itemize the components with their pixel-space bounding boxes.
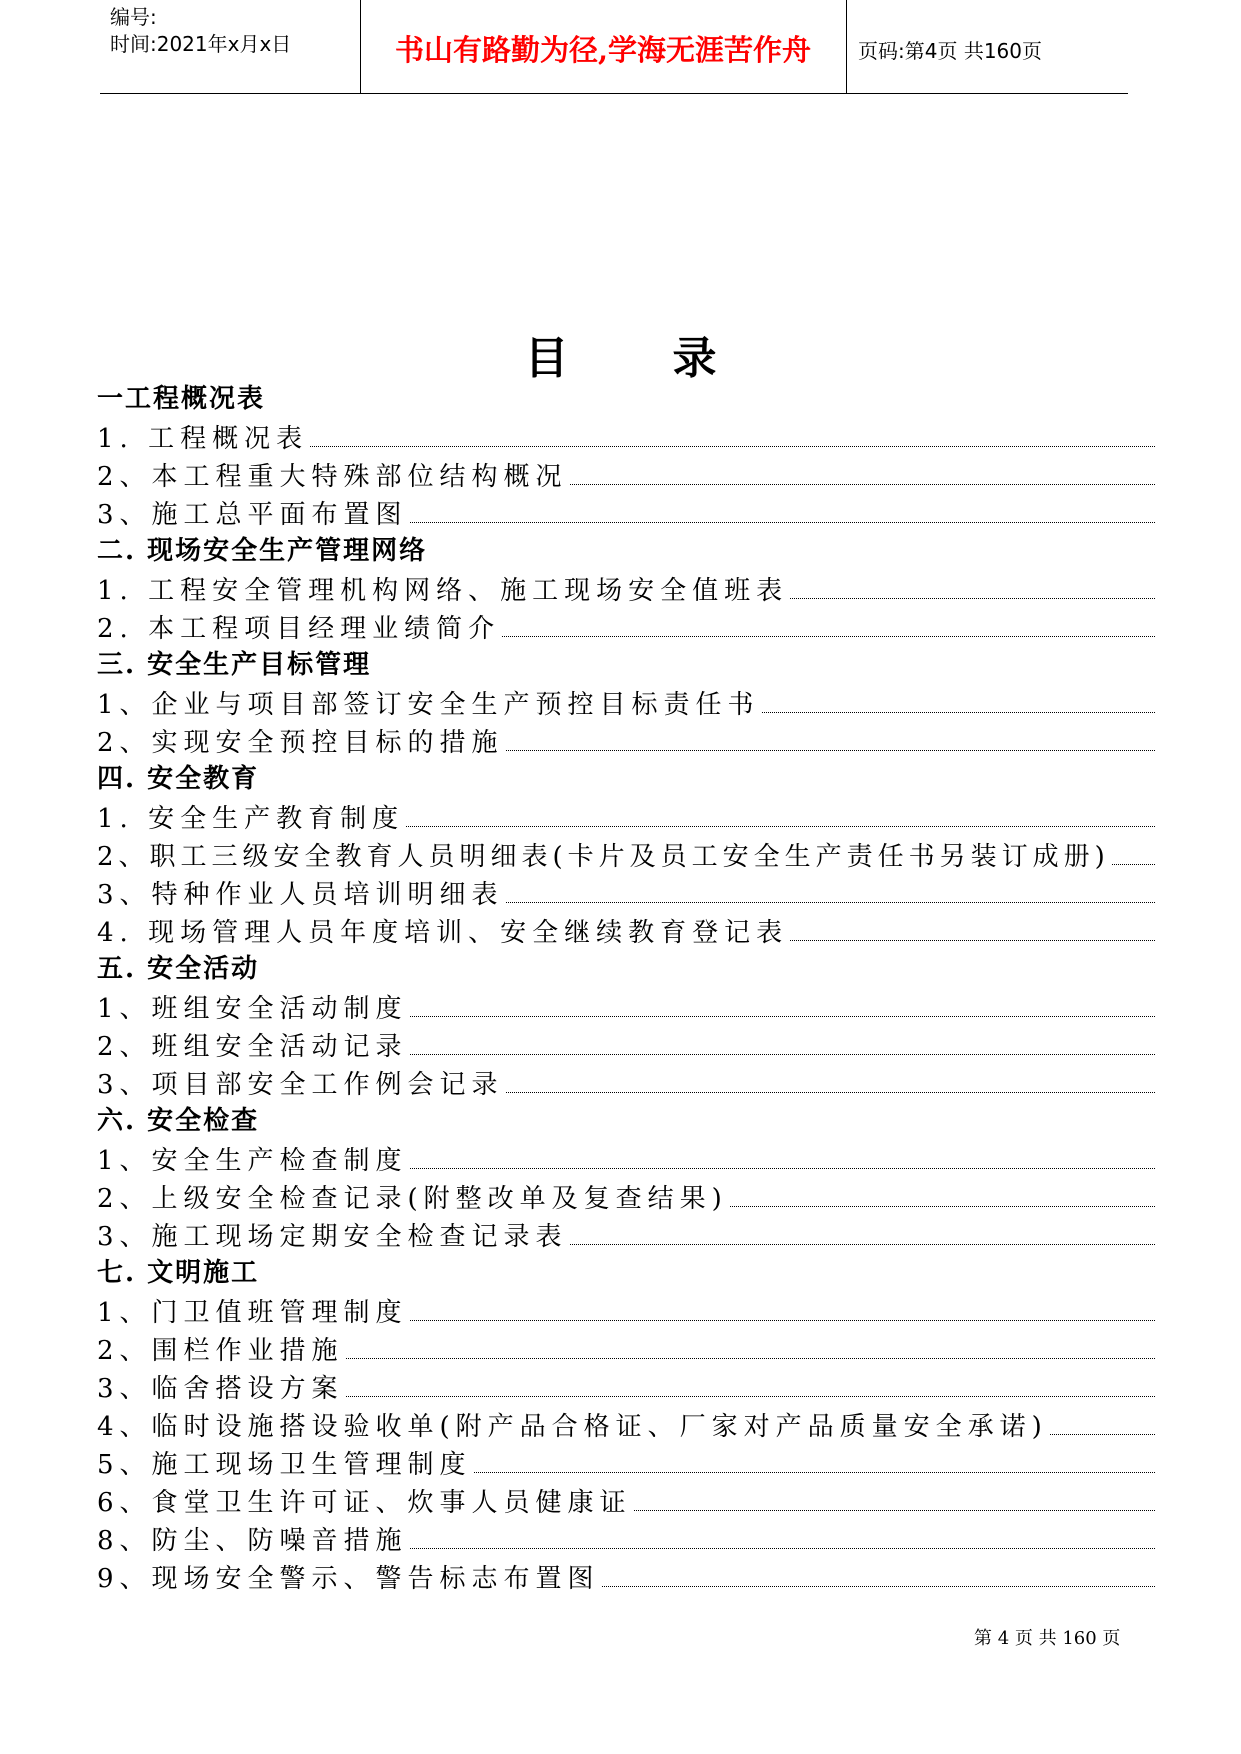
- toc-entry[interactable]: [97, 988, 1155, 1026]
- toc-entry-label: 4. 现场管理人员年度培训、安全继续教育登记表: [97, 918, 789, 948]
- toc-entry-label: 2. 本工程项目经理业绩简介: [97, 614, 501, 644]
- dot-leader: [406, 826, 1155, 827]
- page-header: [100, 0, 1128, 94]
- toc-entry-label: 2、职工三级安全教育人员明细表(卡片及员工安全生产责任书另装订成册): [97, 842, 1110, 872]
- header-motto: 书山有路勤为径,学海无涯苦作舟: [394, 33, 812, 67]
- toc-entry[interactable]: [97, 570, 1155, 608]
- section-heading: 四. 安全教育: [97, 764, 260, 794]
- toc-entry[interactable]: [97, 1330, 1155, 1368]
- toc-entry[interactable]: [97, 798, 1155, 836]
- toc-entry[interactable]: [97, 494, 1155, 532]
- dot-leader: [474, 1472, 1155, 1473]
- toc-entry[interactable]: [97, 836, 1155, 874]
- toc-entry-label: 1、企业与项目部签订安全生产预控目标责任书: [97, 690, 760, 720]
- toc-entry-label: 6、食堂卫生许可证、炊事人员健康证: [97, 1488, 632, 1518]
- toc-entry[interactable]: [97, 1406, 1155, 1444]
- toc-entry[interactable]: [97, 1064, 1155, 1102]
- header-meta: [110, 4, 291, 58]
- toc-entry-label: 1、班组安全活动制度: [97, 994, 408, 1024]
- toc-entry-label: 1. 安全生产教育制度: [97, 804, 405, 834]
- dot-leader: [410, 522, 1155, 523]
- toc-entry-label: 3、临舍搭设方案: [97, 1374, 344, 1404]
- document-time-label: 时间:2021年x月x日: [110, 32, 292, 56]
- section-heading: 七. 文明施工: [97, 1258, 260, 1288]
- dot-leader: [1112, 864, 1155, 865]
- dot-leader: [410, 1054, 1155, 1055]
- dot-leader: [410, 1016, 1155, 1017]
- section-heading: 五. 安全活动: [97, 954, 260, 984]
- toc-entry[interactable]: [97, 1444, 1155, 1482]
- toc-entry-label: 9、现场安全警示、警告标志布置图: [97, 1564, 600, 1594]
- dot-leader: [346, 1396, 1155, 1397]
- toc-entry-label: 1. 工程概况表: [97, 424, 309, 454]
- toc-entry-label: 2、班组安全活动记录: [97, 1032, 408, 1062]
- toc-entry-label: 1. 工程安全管理机构网络、施工现场安全值班表: [97, 576, 789, 606]
- toc-entry-label: 3、施工现场定期安全检查记录表: [97, 1222, 568, 1252]
- dot-leader: [410, 1548, 1155, 1549]
- toc-entry[interactable]: [97, 874, 1155, 912]
- dot-leader: [1050, 1434, 1155, 1435]
- dot-leader: [570, 484, 1155, 485]
- toc-entry[interactable]: [97, 418, 1155, 456]
- section-heading: 一工程概况表: [97, 384, 266, 414]
- toc-entry[interactable]: [97, 456, 1155, 494]
- toc-entry[interactable]: [97, 684, 1155, 722]
- dot-leader: [506, 1092, 1155, 1093]
- toc-entry[interactable]: [97, 722, 1155, 760]
- toc-entry-label: 2、围栏作业措施: [97, 1336, 344, 1366]
- dot-leader: [570, 1244, 1155, 1245]
- section-heading: 六. 安全检查: [97, 1106, 260, 1136]
- toc-entry-label: 5、施工现场卫生管理制度: [97, 1450, 472, 1480]
- toc-entry-label: 2、上级安全检查记录(附整改单及复查结果): [97, 1184, 728, 1214]
- toc-entry[interactable]: [97, 912, 1155, 950]
- toc-title: 目录: [524, 333, 821, 384]
- dot-leader: [410, 1320, 1155, 1321]
- dot-leader: [410, 1168, 1155, 1169]
- toc-entry[interactable]: [97, 1178, 1155, 1216]
- dot-leader: [790, 940, 1155, 941]
- table-of-contents: [97, 380, 1155, 1596]
- dot-leader: [730, 1206, 1155, 1207]
- section-heading: 二. 现场安全生产管理网络: [97, 536, 428, 566]
- toc-entry[interactable]: [97, 1520, 1155, 1558]
- toc-entry[interactable]: [97, 1368, 1155, 1406]
- dot-leader: [502, 636, 1155, 637]
- toc-entry[interactable]: [97, 608, 1155, 646]
- document-number-label: 编号:: [110, 5, 157, 29]
- dot-leader: [602, 1586, 1155, 1587]
- toc-entry[interactable]: [97, 1026, 1155, 1064]
- dot-leader: [634, 1510, 1155, 1511]
- dot-leader: [762, 712, 1155, 713]
- dot-leader: [506, 750, 1155, 751]
- toc-entry-label: 1、门卫值班管理制度: [97, 1298, 408, 1328]
- toc-entry[interactable]: [97, 1482, 1155, 1520]
- dot-leader: [790, 598, 1155, 599]
- toc-entry[interactable]: [97, 1558, 1155, 1596]
- toc-entry-label: 3、项目部安全工作例会记录: [97, 1070, 504, 1100]
- toc-entry[interactable]: [97, 1216, 1155, 1254]
- header-divider: [846, 0, 847, 93]
- dot-leader: [346, 1358, 1155, 1359]
- toc-entry-label: 2、实现安全预控目标的措施: [97, 728, 504, 758]
- toc-entry-label: 1、安全生产检查制度: [97, 1146, 408, 1176]
- toc-entry-label: 4、临时设施搭设验收单(附产品合格证、厂家对产品质量安全承诺): [97, 1412, 1048, 1442]
- header-page-info: 页码:第4页 共160页: [858, 39, 1042, 63]
- toc-entry-label: 8、防尘、防噪音措施: [97, 1526, 408, 1556]
- toc-entry[interactable]: [97, 1140, 1155, 1178]
- page-footer: 第 4 页 共 160 页: [974, 1628, 1121, 1649]
- dot-leader: [506, 902, 1155, 903]
- section-heading: 三. 安全生产目标管理: [97, 650, 372, 680]
- toc-entry-label: 3、施工总平面布置图: [97, 500, 408, 530]
- dot-leader: [310, 446, 1155, 447]
- toc-entry-label: 2、本工程重大特殊部位结构概况: [97, 462, 568, 492]
- toc-entry-label: 3、特种作业人员培训明细表: [97, 880, 504, 910]
- toc-entry[interactable]: [97, 1292, 1155, 1330]
